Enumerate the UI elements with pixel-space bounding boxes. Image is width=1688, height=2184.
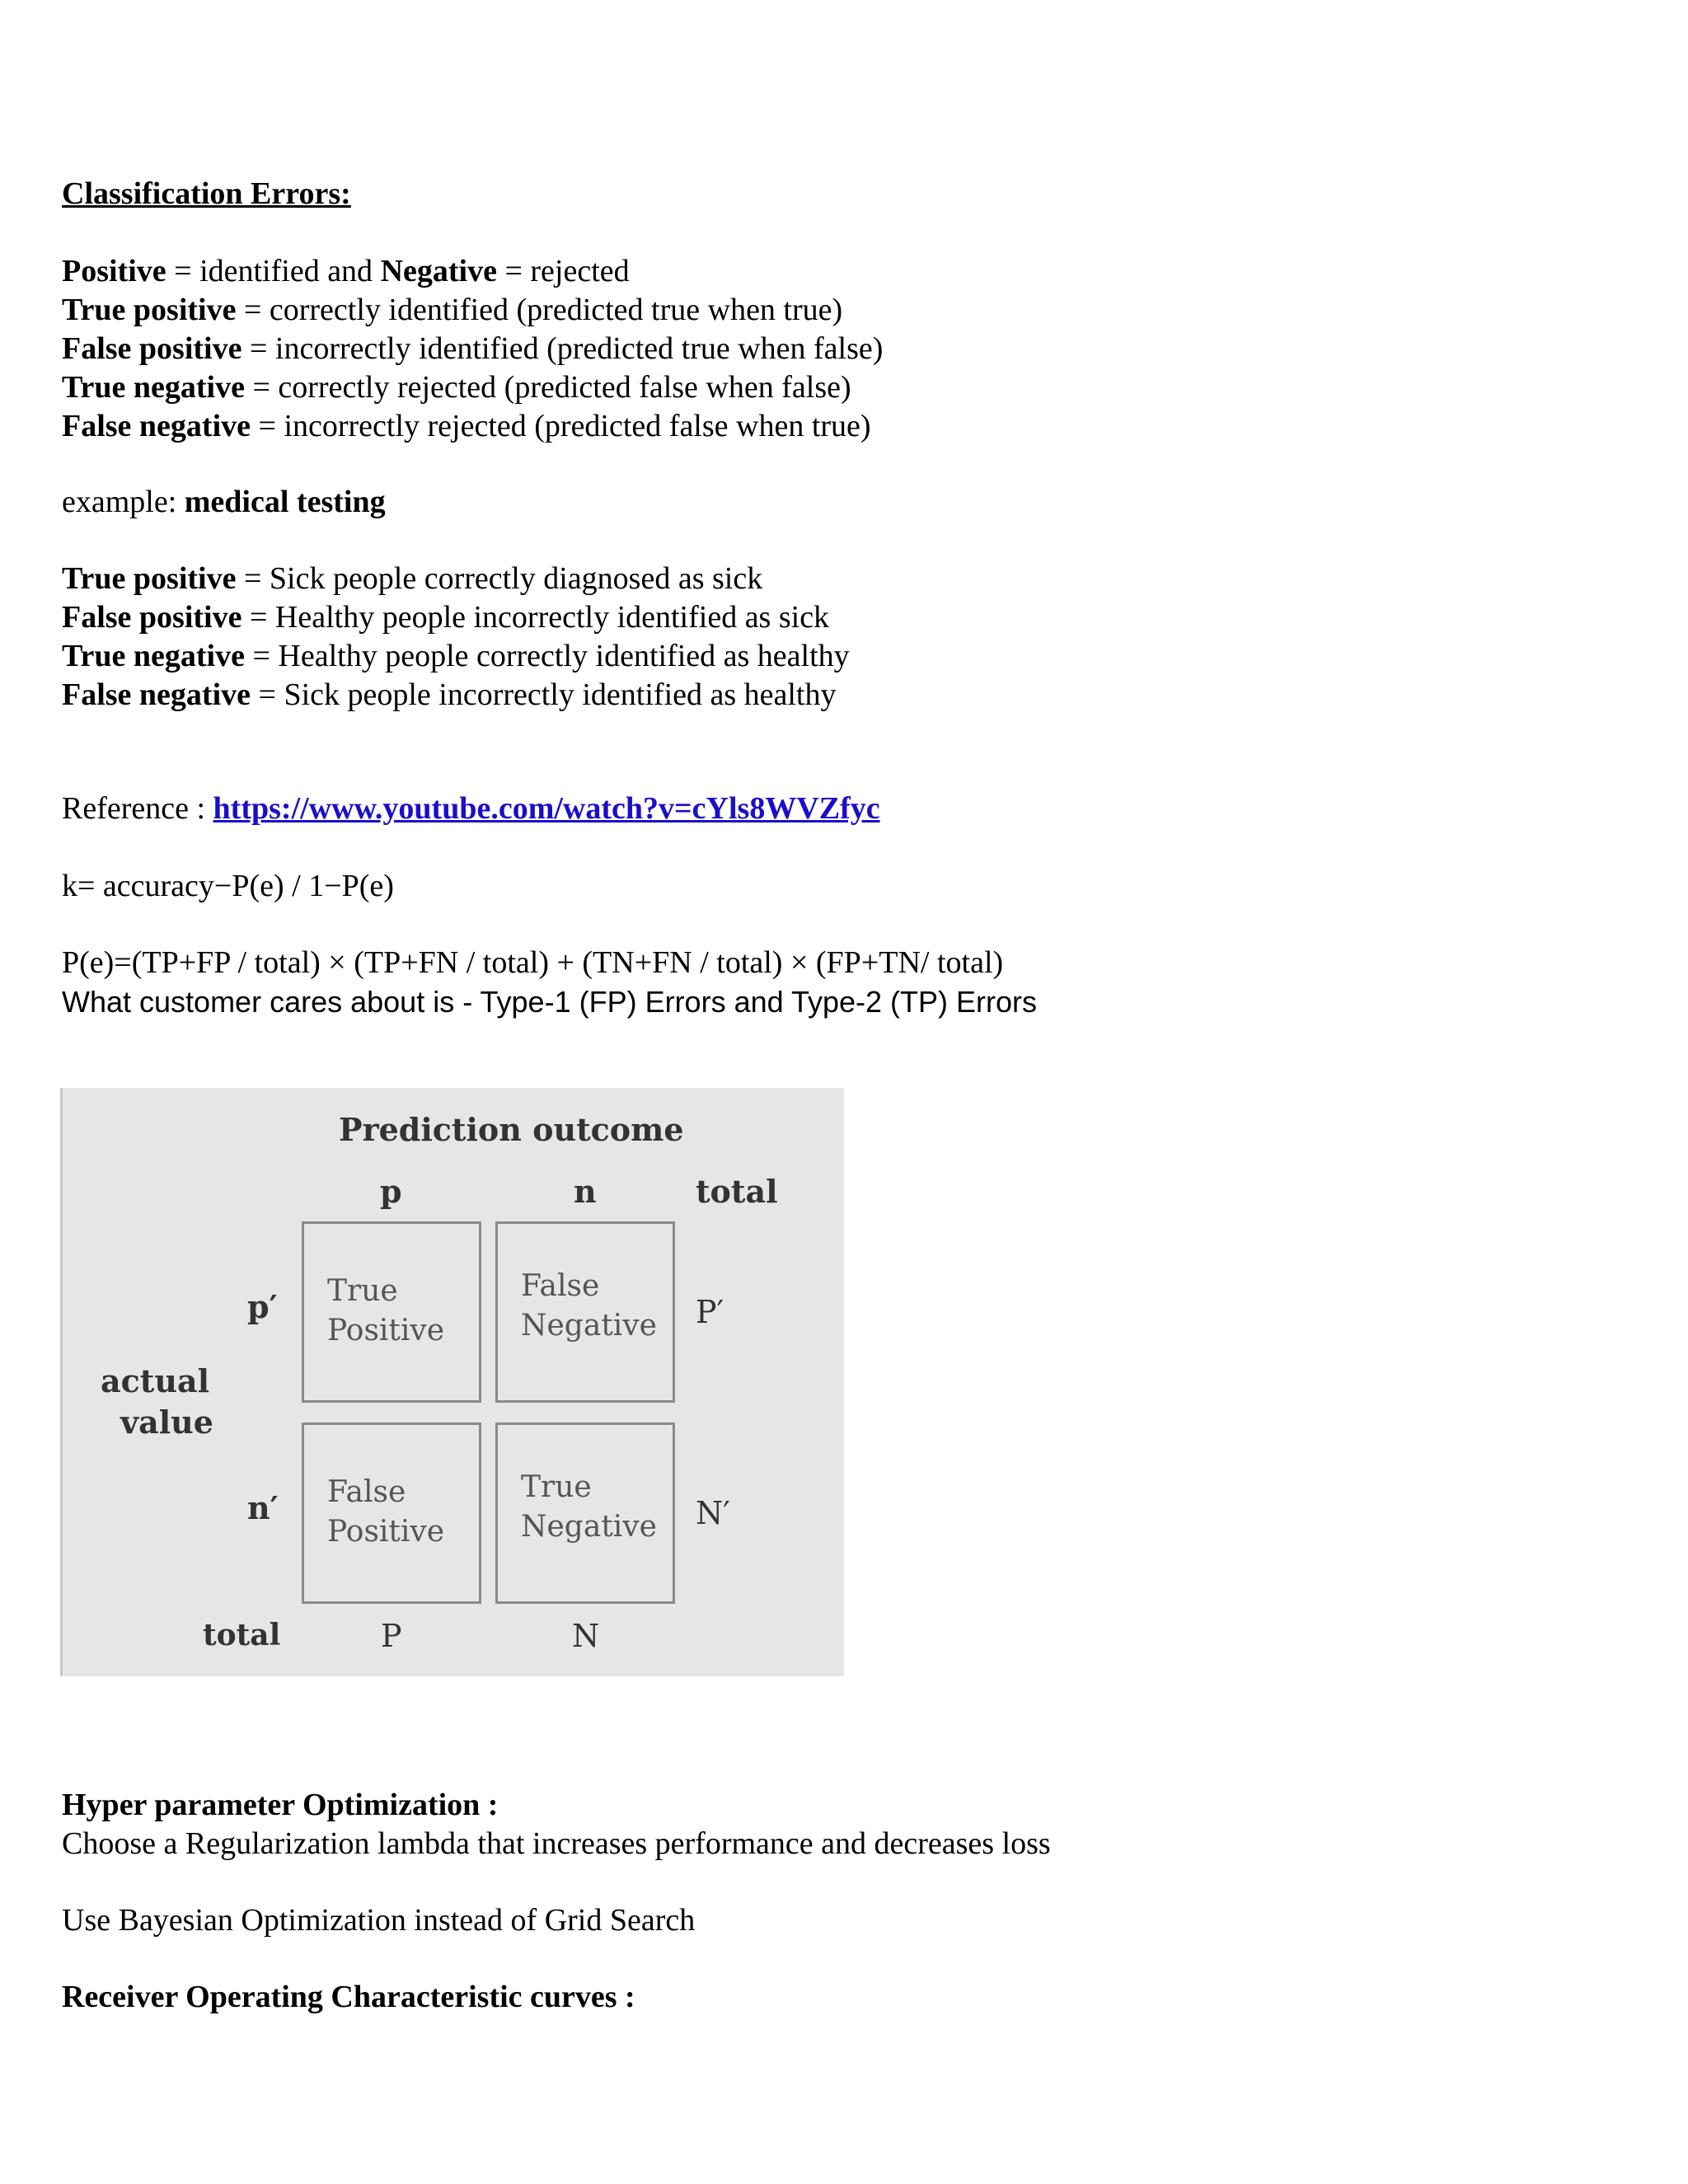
- medical-term: False negative: [62, 677, 251, 712]
- formula-pe: P(e)=(TP+FP / total) × (TP+FN / total) + (TN+FN / total) × (FP+TN/ total): [62, 945, 1004, 980]
- medical-term: True negative: [62, 639, 245, 673]
- cell-true-positive: [302, 1221, 481, 1403]
- hyper-line-1: Choose a Regularization lambda that increases performance and decreases loss: [62, 1826, 1051, 1861]
- definition-row: [62, 291, 842, 330]
- reference-line: [62, 790, 880, 828]
- cell-label: True Negative: [521, 1470, 657, 1544]
- matrix-row-p: p′: [247, 1288, 278, 1325]
- definition-row: [62, 407, 871, 446]
- definition-row: [62, 330, 883, 368]
- cell-label: True Positive: [327, 1274, 445, 1347]
- cell-false-negative: [495, 1221, 675, 1403]
- reference-link[interactable]: https://www.youtube.com/watch?v=cYls8WVZfyc: [213, 791, 880, 826]
- medical-row: [62, 676, 837, 715]
- section-heading-classification-errors: Classification Errors:: [62, 176, 351, 211]
- medical-term: False positive: [62, 600, 242, 635]
- matrix-total-p-prime: P′: [696, 1294, 724, 1330]
- definition-row: [62, 368, 851, 407]
- customer-note: What customer cares about is - Type-1 (FP) Errors and Type-2 (TP) Errors: [62, 985, 1038, 1019]
- hyper-line-2: Use Bayesian Optimization instead of Grid Search: [62, 1903, 696, 1938]
- definition-positive-negative: [62, 252, 630, 291]
- cell-label: False Negative: [521, 1269, 657, 1343]
- medical-text: = Sick people incorrectly identified as healthy: [251, 677, 837, 712]
- matrix-value-label: value: [120, 1404, 213, 1441]
- medical-row: [62, 598, 829, 637]
- example-topic: medical testing: [184, 485, 386, 519]
- definition-text: = incorrectly identified (predicted true when false): [241, 331, 884, 366]
- matrix-total-p: P: [381, 1618, 402, 1654]
- def-negative: = rejected: [496, 254, 630, 288]
- medical-row: [62, 560, 762, 598]
- definition-term: True negative: [62, 370, 245, 405]
- matrix-col-p: p: [380, 1173, 402, 1210]
- term-negative: Negative: [380, 254, 497, 288]
- matrix-title: Prediction outcome: [339, 1111, 684, 1148]
- hyper-heading: Hyper parameter Optimization :: [62, 1788, 499, 1822]
- term-positive: Positive: [62, 254, 166, 288]
- confusion-matrix-figure: [60, 1088, 844, 1676]
- matrix-total-n-prime: N′: [696, 1495, 730, 1531]
- example-line: [62, 483, 386, 522]
- cell-false-positive: [302, 1422, 481, 1604]
- definition-term: False negative: [62, 409, 251, 443]
- cell-true-negative: [495, 1422, 675, 1604]
- def-positive: = identified and: [166, 254, 381, 288]
- definition-text: = correctly rejected (predicted false when false): [244, 370, 851, 405]
- medical-text: = Healthy people incorrectly identified as sick: [241, 600, 830, 635]
- medical-text: = Sick people correctly diagnosed as sick: [236, 561, 763, 596]
- cell-label: False Positive: [327, 1475, 445, 1549]
- roc-heading: Receiver Operating Characteristic curves :: [62, 1980, 635, 2014]
- definition-text: = incorrectly rejected (predicted false when true): [251, 409, 871, 443]
- example-prefix: example:: [62, 485, 185, 519]
- definition-term: True positive: [62, 293, 237, 327]
- matrix-row-total: total: [203, 1618, 281, 1652]
- formula-k: k= accuracy−P(e) / 1−P(e): [62, 869, 394, 903]
- definition-text: = correctly identified (predicted true when true): [236, 293, 843, 327]
- matrix-col-total: total: [696, 1173, 778, 1210]
- matrix-row-n: n′: [247, 1489, 279, 1526]
- medical-row: [62, 637, 850, 676]
- medical-text: = Healthy people correctly identified as healthy: [244, 639, 850, 673]
- matrix-total-n: N: [572, 1618, 600, 1654]
- medical-term: True positive: [62, 561, 237, 596]
- matrix-actual-label: actual: [101, 1362, 209, 1399]
- reference-prefix: Reference :: [62, 791, 213, 826]
- matrix-col-n: n: [574, 1173, 597, 1210]
- definition-term: False positive: [62, 331, 242, 366]
